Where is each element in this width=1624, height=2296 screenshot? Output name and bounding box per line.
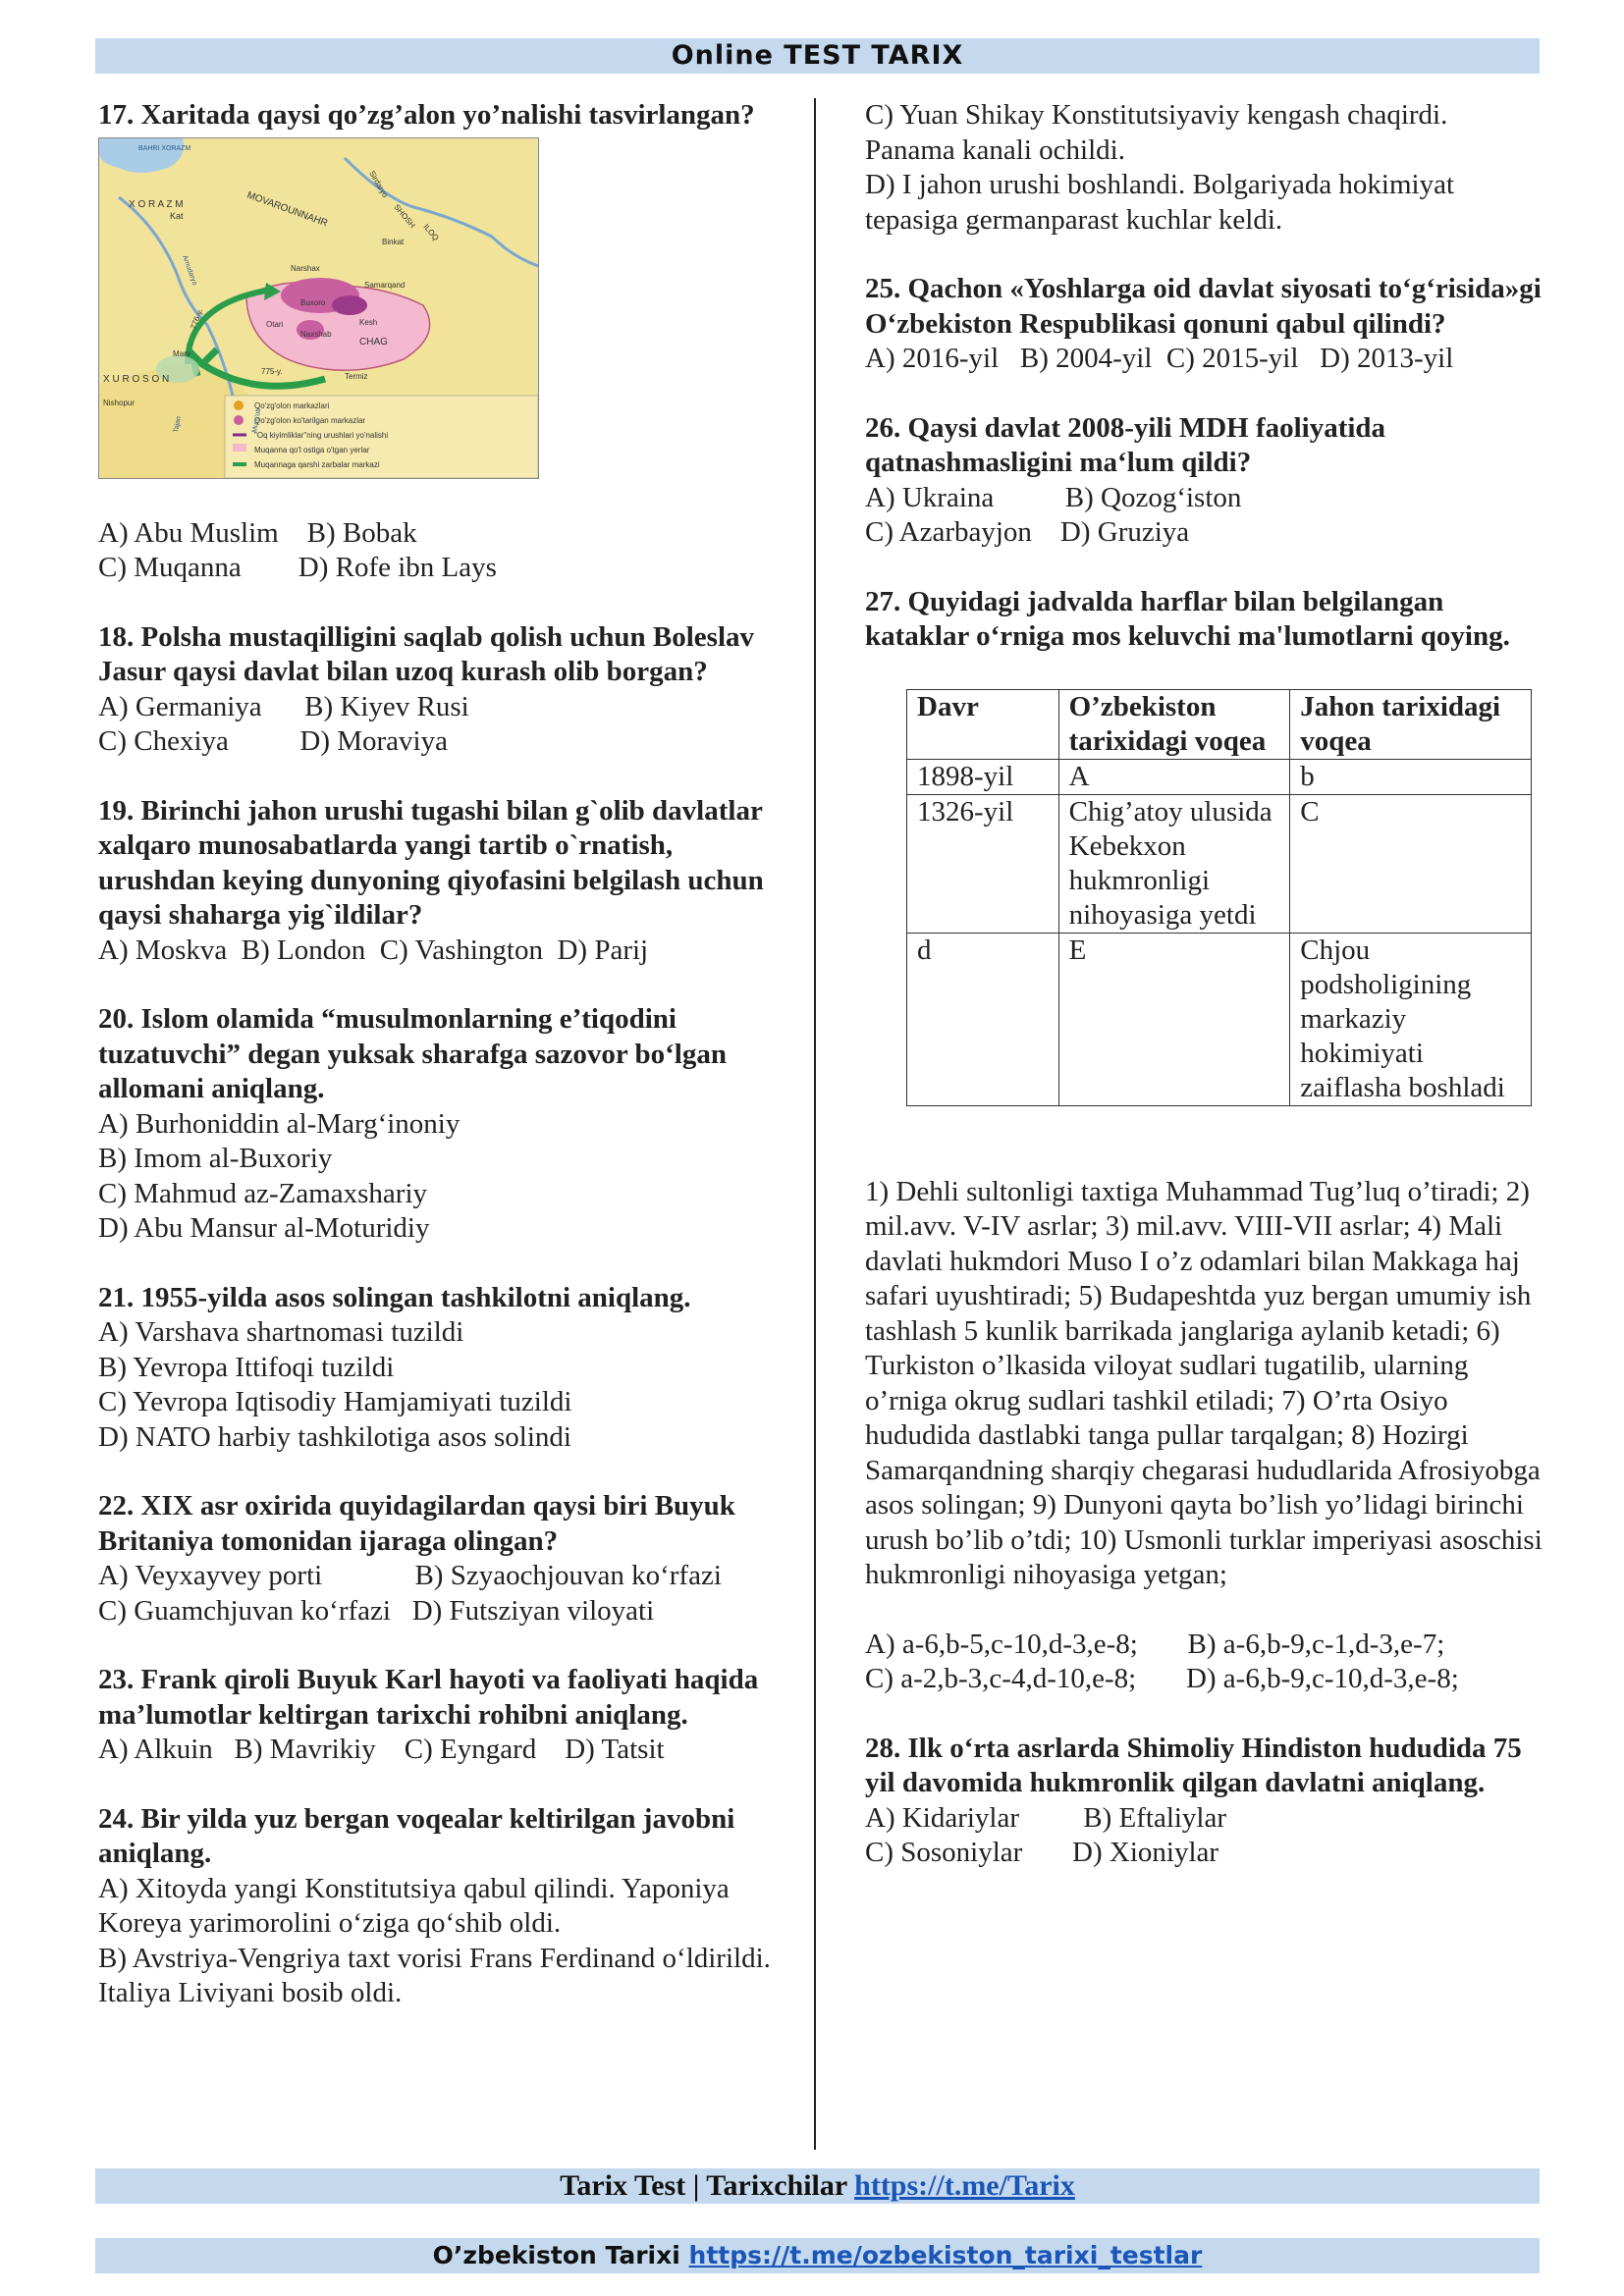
question-17 [98,98,785,586]
table-cell: 1326-yil [907,794,1059,933]
answer-option[interactable]: B) Yevropa Ittifoqi tuzildi [98,1351,395,1383]
question-21 [98,1281,785,1456]
map-label: X O R A Z M [129,198,184,210]
answer-option[interactable]: A) Germaniya B) Kiyev Rusi [98,690,469,722]
question-text: 25. Qachon «Yoshlarga oid davlat siyosati to‘g‘risida»gi O‘zbekiston Respublikasi qonuni qabul qilindi? [865,273,1542,340]
answer-option[interactable]: C) a-2,b-3,c-4,d-10,e-8; D) a-6,b-9,c-10,d-3,e-8; [865,1663,1459,1694]
question-text: 18. Polsha mustaqilligini saqlab qolish uchun Boleslav Jasur qaysi davlat bilan uzoq kurash olib borgan? [98,620,755,687]
question-text: 26. Qaysi davlat 2008-yili MDH faoliyatida qatnashmasligini ma‘lum qildi? [865,411,1386,478]
question-text: 17. Xaritada qaysi qo’zg’alon yo’nalishi tasvirlangan? [98,99,755,131]
footer-bar-2 [95,2238,1540,2273]
answer-option[interactable]: B) Avstriya-Vengriya taxt vorisi Frans Ferdinand o‘ldirildi. Italiya Liviyani bosib oldi. [98,1942,771,2008]
question-text: 28. Ilk o‘rta asrlarda Shimoliy Hindiston hududida 75 yil davomida hukmronlik qilgan davlatni aniqlang. [865,1732,1522,1798]
answer-option[interactable]: A) Ukraina B) Qozog‘iston [865,481,1242,513]
question-26 [865,411,1543,551]
answer-option[interactable]: A) Abu Muslim B) Bobak [98,516,417,549]
table-cell: d [907,933,1059,1105]
map-label: Murg'ob [251,406,263,433]
map-label: 776-y. [189,306,205,331]
answer-option[interactable]: C) Guamchjuvan ko‘rfazi D) Futsziyan viloyati [98,1594,655,1627]
question-text: 21. 1955-yilda asos solingan tashkilotni aniqlang. [98,1281,691,1313]
events-table [906,689,1532,1106]
legend-item: Qo'zg'olon markazlari [254,400,330,410]
answer-option[interactable]: C) Mahmud az-Zamaxshariy [98,1177,428,1209]
answer-option[interactable]: A) Moskva B) London C) Vashington D) Parij [98,934,649,966]
question-text: 23. Frank qiroli Buyuk Karl hayoti va faoliyati haqida ma’lumotlar keltirgan tarixchi rohibni aniqlang. [98,1664,759,1731]
answer-option[interactable]: A) Varshava shartnomasi tuzildi [98,1316,464,1348]
question-25 [865,272,1543,377]
question-23 [98,1663,785,1768]
table-cell: b [1290,759,1532,794]
table-row [907,759,1532,794]
table-row [907,933,1532,1105]
map-label: CHAG [359,336,388,347]
map-label: Tajan [173,415,183,433]
answer-option[interactable]: B) Imom al-Buxoriy [98,1143,333,1174]
question-22 [98,1489,785,1629]
right-column [865,98,1543,1871]
map-label: Nishopur [103,398,135,407]
question-18 [98,620,785,760]
question-text: 22. XIX asr oxirida quyidagilardan qaysi biri Buyuk Britaniya tomonidan ijaraga olingan? [98,1490,735,1557]
table-header-cell: Davr [907,689,1059,759]
map-label: X U R O S O N [103,373,170,385]
left-column [98,98,785,2011]
table-row [907,794,1532,933]
map-label: Kat [170,210,184,221]
question-text: 20. Islom olamida “musulmonlarning e’tiqodini tuzatuvchi” degan yuksak sharafga sazovor bo‘lgan allomani aniqlang. [98,1003,727,1104]
column-divider [814,98,816,2150]
answer-option[interactable]: A) Kidariylar B) Eftaliylar [865,1801,1227,1834]
answer-option[interactable]: C) Muqanna D) Rofe ibn Lays [98,552,497,583]
map-label: Samarqand [364,280,406,290]
question-19 [98,794,785,969]
answer-option[interactable]: A) Xitoyda yangi Konstitutsiya qabul qilindi. Yaponiya Koreya yarimorolini o‘ziga qo‘shib oldi. [98,1872,730,1939]
footer-label: Tarix Test | Tarixchilar [560,2169,855,2202]
map-label: Otari [266,319,284,329]
question-20 [98,1002,785,1247]
table-cell: E [1058,933,1290,1105]
answer-option[interactable]: A) 2016-yil B) 2004-yil C) 2015-yil D) 2013-yil [865,343,1454,374]
table-cell: 1898-yil [907,759,1059,794]
table-cell: C [1290,794,1532,933]
legend-item: "Oq kiyimliklar"ning urushlari yo'nalishi [254,430,389,440]
answer-option[interactable]: C) Yuan Shikay Konstitutsiyaviy kengash chaqirdi. Panama kanali ochildi. [865,99,1448,166]
legend-item: Muqannaga qarshi zarbalar markazi [254,459,380,469]
map-label: Termiz [345,371,368,381]
map-label: Naxshab [300,329,332,339]
uprising-map [98,137,539,479]
question-text: 24. Bir yilda yuz bergan voqealar keltirilgan javobni aniqlang. [98,1802,735,1869]
answer-option[interactable]: D) Abu Mansur al-Moturidiy [98,1212,430,1244]
events-list: 1) Dehli sultonligi taxtiga Muhammad Tug’luq o’tiradi; 2) mil.avv. V-IV asrlar; 3) mil.avv. VIII-VII asrlar; 4) Mali davlati hukmdori Muso I o’z odamlari bilan Makkaga haj safari uyushtiradi; 5) Budapeshtda yuz bergan umumiy ish tashlash 5 kunlik barrikada janglariga aylanib ketadi; 6) Turkiston o’lkasida viloyat sudlari tugatilib, ularning o’rniga okrug sudlari tashkil etiladi; 7) O’rta Osiyo hududida dastlabki tanga pullar tarqalgan; 8) Hozirgi Samarqandning sharqiy chegarasi hududlarida Afrosiyobga asos solingan; 9) Dunyoni qayta bo’lish yo’lidagi birinchi urush bo’lib o’tdi; 10) Usmonli turklar imperiyasi asoschisi hukmronligi nihoyasiga yetgan; [865,1175,1543,1590]
map-label: Amudaryo [181,253,198,287]
answer-option[interactable]: A) Alkuin B) Mavrikiy C) Eyngard D) Tatsit [98,1734,665,1765]
map-label: Kesh [359,317,378,327]
page-header: Online TEST TARIX [95,38,1540,74]
map-label: BAHRI XORAZM [138,144,191,152]
footer-bar-1 [95,2168,1540,2204]
map-label: 775-y. [261,366,283,376]
answer-option[interactable]: D) I jahon urushi boshlandi. Bolgariyada hokimiyat tepasiga germanparast kuchlar keldi. [865,169,1455,236]
question-27 [865,585,1543,1697]
answer-option[interactable]: A) a-6,b-5,c-10,d-3,e-8; B) a-6,b-9,c-1,d-3,e-7; [865,1628,1445,1660]
table-header-row [907,689,1532,759]
map-label: Sirdaryo [367,169,390,199]
answer-option[interactable]: A) Veyxayvey porti B) Szyaochjouvan ko‘rfazi [98,1560,722,1591]
map-label: Narshax [291,263,320,273]
table-header-cell: O’zbekiston tarixidagi voqea [1058,689,1290,759]
question-text: 19. Birinchi jahon urushi tugashi bilan g`olib davlatlar xalqaro munosabatlarda yangi tartib o`rnatish, urushdan keying dunyoning qiyofasini belgilash uchun qaysi shaharga yig`ildilar? [98,794,764,931]
answer-option[interactable]: C) Yevropa Iqtisodiy Hamjamiyati tuzildi [98,1386,572,1417]
map-label: Buxoro [300,297,326,307]
map-label: Marv [173,348,190,358]
telegram-link[interactable]: https://t.me/Tarix [854,2169,1075,2202]
telegram-link[interactable]: https://t.me/ozbekiston_tarixi_testlar [688,2241,1203,2269]
map-label: SHOSH [392,202,417,230]
answer-option[interactable]: C) Azarbayjon D) Gruziya [865,516,1190,548]
question-28 [865,1732,1543,1871]
map-label: ILOQ [421,222,441,242]
map-label: Binkat [382,237,405,246]
table-header-cell: Jahon tarixidagi voqea [1290,689,1532,759]
map-label: MOVAROUNNAHR [244,188,330,229]
table-cell: Chjou podsholigining markaziy hokimiyati zaiflasha boshladi [1290,933,1532,1105]
uprising-center-2 [332,295,367,315]
table-cell: A [1058,759,1290,794]
question-text: 27. Quyidagi jadvalda harflar bilan belgilangan kataklar o‘rniga mos keluvchi ma'lumotlarni qoying. [865,585,1510,652]
answer-option[interactable]: A) Burhoniddin al-Marg‘inoniy [98,1107,460,1140]
answer-option[interactable]: C) Sosoniylar D) Xioniylar [865,1837,1219,1868]
legend-item: Qo'zg'olon ko'tarilgan markazlar [254,415,366,425]
table-cell: Chig’atoy ulusida Kebekxon hukmronligi nihoyasiga yetdi [1058,794,1290,933]
legend-item: Muqanna qo'l ostiga o'tgan yerlar [254,445,370,454]
answer-option[interactable]: D) NATO harbiy tashkilotiga asos solindi [98,1420,571,1453]
answer-option[interactable]: C) Chexiya D) Moraviya [98,725,448,757]
question-24 [98,1802,785,2011]
footer-label: O’zbekiston Tarixi [432,2241,689,2269]
